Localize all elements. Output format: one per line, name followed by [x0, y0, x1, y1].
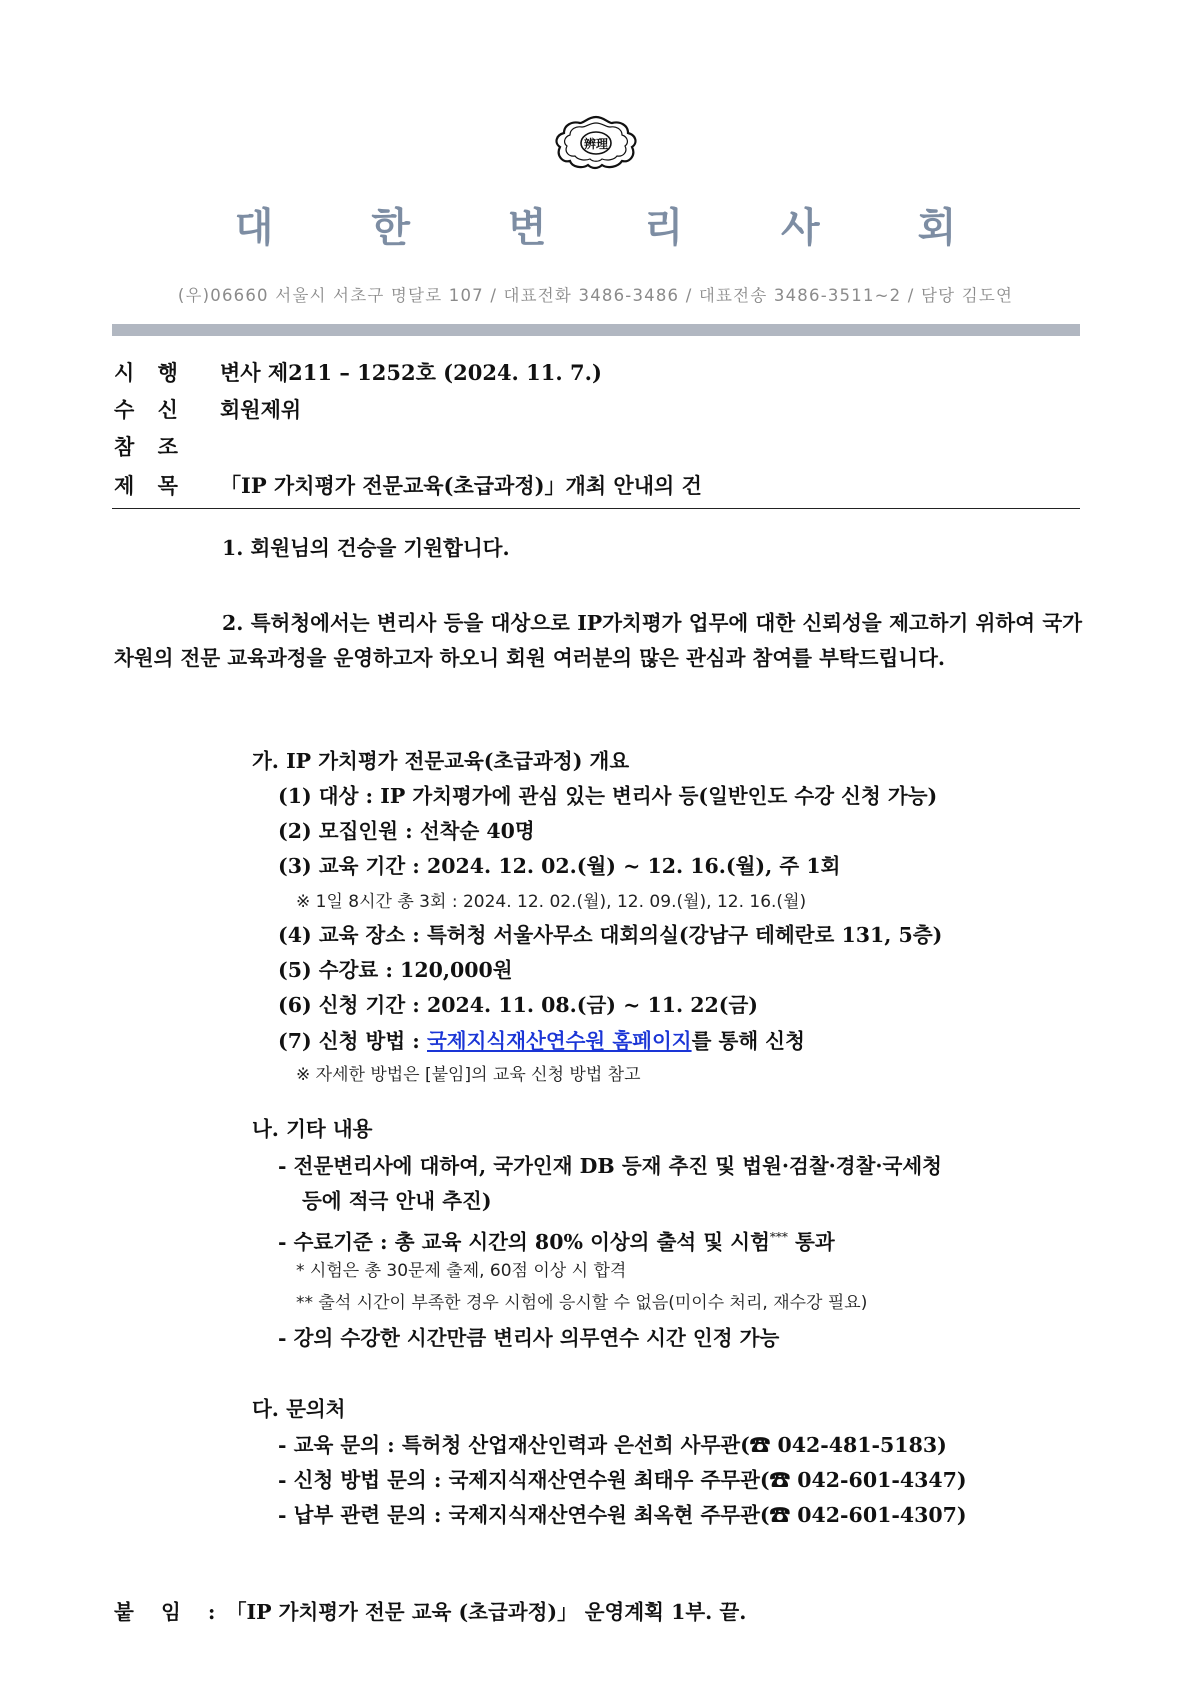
- subject-label: 제 목: [114, 473, 186, 498]
- section-a-item-4: (4) 교육 장소 : 특허청 서울사무소 대회의실(강남구 테헤란로 131, 5층): [278, 923, 943, 947]
- phone-icon: ☎: [769, 1468, 791, 1492]
- kipo-academy-homepage-link[interactable]: 국제지식재산연수원 홈페이지: [427, 1029, 692, 1053]
- completion-criteria: - 수료기준 : 총 교육 시간의 80% 이상의 출석 및 시험: [278, 1229, 770, 1254]
- meta-divider: [112, 508, 1080, 509]
- completion-criteria-end: 통과: [787, 1229, 835, 1254]
- footnote-marker: ***: [769, 1230, 788, 1244]
- item-7-prefix: (7) 신청 방법 :: [278, 1029, 427, 1053]
- attachment-value: 「IP 가치평가 전문 교육 (초급과정)」 운영계획 1부. 끝.: [226, 1600, 747, 1624]
- issue-value: 변사 제211 – 1252호 (2024. 11. 7.): [220, 360, 602, 385]
- contact-3-text: - 납부 관련 문의 : 국제지식재산연수원 최옥현 주무관(: [278, 1503, 770, 1527]
- section-a-title: 가. IP 가치평가 전문교육(초급과정) 개요: [252, 749, 630, 773]
- phone-icon: ☎: [769, 1503, 791, 1527]
- contact-2-phone: 042-601-4347): [797, 1468, 967, 1492]
- recipient-value: 회원제위: [220, 397, 302, 422]
- section-a-item-7: [278, 1026, 805, 1056]
- section-b-item-1: - 전문변리사에 대하여, 국가인재 DB 등재 추진 및 법원·검찰·경찰·국세청: [278, 1154, 942, 1178]
- organization-name: 대 한 변 리 사 회: [234, 205, 999, 251]
- contact-item-1: [278, 1430, 947, 1460]
- contact-1-phone: 042-481-5183): [777, 1433, 947, 1457]
- paragraph-1: 1. 회원님의 건승을 기원합니다.: [222, 536, 510, 560]
- association-seal-icon: [552, 113, 640, 171]
- section-b-item-2: [278, 1222, 835, 1257]
- issue-row: [114, 358, 602, 388]
- contact-3-phone: 042-601-4307): [797, 1503, 967, 1527]
- contact-item-2: [278, 1465, 967, 1495]
- seal-text: 辨理: [583, 137, 609, 151]
- reference-row: [114, 432, 220, 462]
- paragraph-2: 2. 특허청에서는 변리사 등을 대상으로 IP가치평가 업무에 대한 신뢰성을 제고하기 위하여 국가 차원의 전문 교육과정을 운영하고자 하오니 회원 여러분의 많은 관심과 참여를 부탁드립니다.: [114, 611, 1082, 670]
- section-b-item-3: - 강의 수강한 시간만큼 변리사 의무연수 시간 인정 가능: [278, 1326, 780, 1350]
- section-b-item-1-cont: 등에 적극 안내 추진): [302, 1189, 492, 1213]
- reference-label: 참 조: [114, 434, 186, 459]
- phone-icon: ☎: [749, 1433, 771, 1457]
- contact-info: (우)06660 서울시 서초구 명달로 107 / 대표전화 3486-3486 / 대표전송 3486-3511~2 / 담당 김도연: [177, 286, 1014, 305]
- recipient-label: 수 신: [114, 397, 186, 422]
- section-a-item-1: (1) 대상 : IP 가치평가에 관심 있는 변리사 등(일반인도 수강 신청 가능): [278, 784, 938, 808]
- exam-note: * 시험은 총 30문제 출제, 60점 이상 시 합격: [296, 1261, 627, 1281]
- section-a-item-6: (6) 신청 기간 : 2024. 11. 08.(금) ~ 11. 22(금): [278, 993, 758, 1017]
- attendance-note: ** 출석 시간이 부족한 경우 시험에 응시할 수 없음(미이수 처리, 재수강 필요): [296, 1293, 868, 1313]
- method-note: ※ 자세한 방법은 [붙임]의 교육 신청 방법 참고: [296, 1065, 641, 1085]
- contact-2-text: - 신청 방법 문의 : 국제지식재산연수원 최태우 주무관(: [278, 1468, 770, 1492]
- issue-label: 시 행: [114, 360, 186, 385]
- attachment-line: [114, 1597, 746, 1627]
- recipient-row: [114, 395, 301, 425]
- contact-item-3: [278, 1500, 967, 1530]
- subject-row: [114, 471, 702, 501]
- section-b-title: 나. 기타 내용: [252, 1117, 373, 1141]
- contact-1-text: - 교육 문의 : 특허청 산업재산인력과 은선희 사무관(: [278, 1433, 750, 1457]
- section-c-title: 다. 문의처: [252, 1397, 346, 1421]
- subject-value: 「IP 가치평가 전문교육(초급과정)」개최 안내의 건: [220, 473, 702, 498]
- attachment-label: 붙 임 :: [114, 1600, 226, 1624]
- section-a-item-5: (5) 수강료 : 120,000원: [278, 958, 513, 982]
- item-7-suffix: 를 통해 신청: [691, 1029, 805, 1053]
- section-a-item-2: (2) 모집인원 : 선착순 40명: [278, 819, 535, 843]
- header-divider: [112, 324, 1080, 336]
- section-a-item-3: (3) 교육 기간 : 2024. 12. 02.(월) ~ 12. 16.(월), 주 1회: [278, 854, 841, 878]
- period-note: ※ 1일 8시간 총 3회 : 2024. 12. 02.(월), 12. 09.(월), 12. 16.(월): [296, 892, 807, 912]
